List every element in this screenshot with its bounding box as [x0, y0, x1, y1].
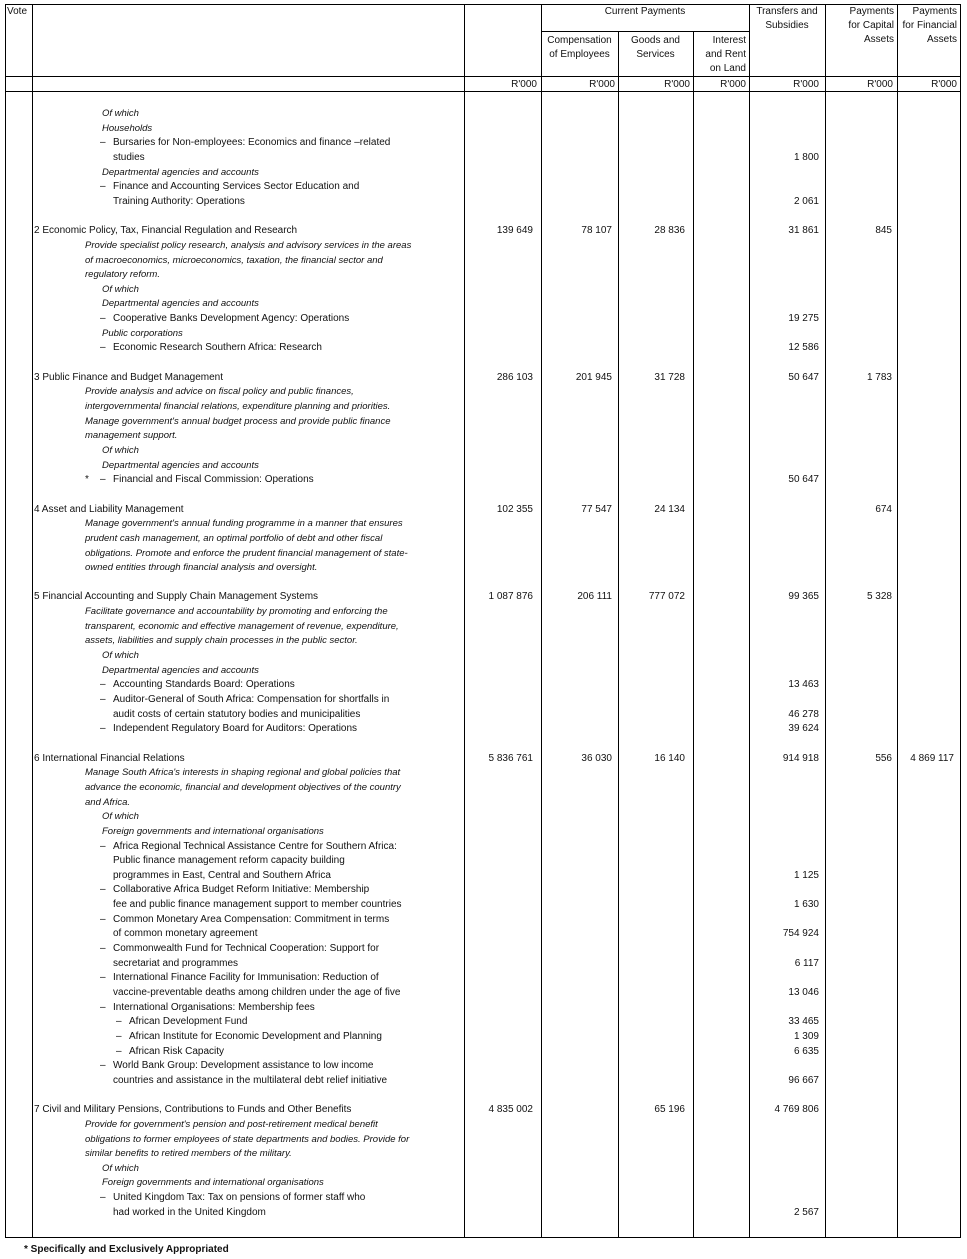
- programme-transfers-value: 99 365: [788, 591, 819, 603]
- programme-total-value: 1 087 876: [488, 591, 533, 603]
- col-line-5: [693, 31, 694, 1237]
- programme-transfers-value: 31 861: [788, 225, 819, 237]
- programme-comp-value: 206 111: [577, 591, 612, 603]
- line-item-text: International Finance Facility for Immunisation: Reduction of: [113, 972, 379, 984]
- programme-capital-value: 5 328: [866, 591, 892, 603]
- row-category-label: Departmental agencies and accounts: [102, 459, 259, 471]
- bullet-dash: –: [100, 181, 106, 193]
- row-category-label: Departmental agencies and accounts: [102, 166, 259, 178]
- programme-goods-value: 16 140: [654, 752, 685, 764]
- programme-capital-value: 674: [875, 503, 892, 515]
- line-item-transfers-value: 46 278: [788, 708, 819, 720]
- line-item-transfers-value: 1 125: [793, 869, 819, 881]
- footnote: * Specifically and Exclusively Appropriated: [24, 1244, 229, 1255]
- bullet-dash: –: [100, 313, 106, 325]
- programme-financial-value: 4 869 117: [910, 752, 954, 764]
- capital-header-3: Assets: [863, 34, 894, 45]
- programme-title: 5 Financial Accounting and Supply Chain Management Systems: [34, 591, 319, 603]
- programme-capital-value: 845: [875, 225, 892, 237]
- row-category-label: Of which: [102, 1162, 139, 1174]
- financial-header-3: Assets: [926, 34, 957, 45]
- row-category-label: Foreign governments and international organisations: [102, 825, 324, 837]
- unit-capital: R'000: [867, 79, 893, 90]
- line-item-transfers-value: 6 117: [794, 957, 819, 969]
- programme-description: obligations. Promote and enforce the prudent financial management of state-: [85, 547, 408, 559]
- bullet-dash: –: [100, 943, 106, 954]
- row-category-label: Of which: [102, 283, 139, 295]
- programme-description: Provide specialist policy research, analysis and advisory services in the areas: [85, 239, 412, 251]
- unit-comp: R'000: [589, 79, 615, 90]
- bullet-dash: –: [100, 1192, 106, 1204]
- table-border-bottom: [5, 1237, 961, 1238]
- line-item-text: Africa Regional Technical Assistance Centre for Southern Africa:: [113, 840, 397, 852]
- programme-description: prudent cash management, an optimal portfolio of debt and other fiscal: [85, 532, 383, 544]
- programme-total-value: 139 649: [496, 225, 533, 237]
- transfers-header-1: Transfers and: [756, 6, 818, 17]
- programme-comp-value: 201 945: [575, 371, 612, 383]
- line-item-transfers-value: 1 800: [793, 152, 819, 163]
- line-item-text: United Kingdom Tax: Tax on pensions of former staff who: [113, 1192, 366, 1204]
- programme-description: Provide analysis and advice on fiscal policy and public finances,: [85, 386, 354, 398]
- unit-financial: R'000: [931, 79, 957, 90]
- bullet-dash: –: [116, 1045, 122, 1057]
- programme-goods-value: 777 072: [648, 591, 685, 603]
- col-line-9: [960, 4, 961, 1237]
- comp-header-2: of Employees: [549, 49, 610, 60]
- unit-total: R'000: [511, 79, 537, 90]
- line-item-transfers-value: 96 667: [788, 1074, 819, 1086]
- line-item-text: studies: [113, 152, 145, 163]
- programme-transfers-value: 914 918: [782, 752, 819, 764]
- row-category-label: Of which: [102, 444, 139, 456]
- programme-description: regulatory reform.: [85, 269, 160, 281]
- bullet-dash: –: [100, 723, 106, 735]
- capital-header-1: Payments: [849, 6, 894, 17]
- row-category-label: Departmental agencies and accounts: [102, 664, 259, 676]
- interest-header-1: Interest: [712, 35, 746, 46]
- programme-description: advance the economic, financial and development objectives of the country: [85, 781, 401, 793]
- row-category-label: Public corporations: [102, 327, 183, 339]
- bullet-dash: –: [100, 1060, 106, 1072]
- header-rule-bottom: [5, 76, 961, 77]
- current-payments-underline: [541, 31, 749, 32]
- line-item-text: Commonwealth Fund for Technical Cooperation: Support for: [113, 943, 380, 954]
- bullet-dash: –: [116, 1030, 122, 1042]
- programme-comp-value: 78 107: [581, 225, 612, 237]
- current-payments-header: Current Payments: [604, 6, 686, 17]
- line-item-text: fee and public finance management support to member countries: [113, 899, 402, 911]
- vote-header: Vote: [7, 6, 28, 17]
- col-line-3: [541, 4, 542, 1237]
- unit-rule-bottom: [5, 91, 961, 92]
- programme-comp-value: 77 547: [581, 503, 612, 515]
- programme-description: of macroeconomics, microeconomics, taxation, the financial sector and: [85, 254, 383, 266]
- row-category-label: Foreign governments and international organisations: [102, 1177, 324, 1189]
- unit-transfers: R'000: [793, 79, 819, 90]
- bullet-dash: –: [100, 972, 106, 984]
- line-item-transfers-value: 1 630: [793, 899, 819, 911]
- bullet-dash: –: [100, 884, 106, 896]
- line-item-transfers-value: 50 647: [788, 474, 819, 486]
- bullet-dash: –: [100, 913, 106, 925]
- line-item-text: World Bank Group: Development assistance to low income: [113, 1060, 374, 1072]
- programme-goods-value: 31 728: [654, 371, 685, 383]
- programme-title: 7 Civil and Military Pensions, Contributions to Funds and Other Benefits: [34, 1104, 352, 1116]
- line-item-text: Collaborative Africa Budget Reform Initiative: Membership: [113, 884, 370, 896]
- programme-total-value: 286 103: [496, 371, 533, 383]
- line-item-text: African Institute for Economic Development and Planning: [129, 1030, 382, 1042]
- programme-total-value: 102 355: [496, 503, 533, 515]
- interest-header-2: and Rent: [705, 49, 746, 60]
- line-item-text: Economic Research Southern Africa: Research: [113, 342, 322, 354]
- programme-description: Facilitate governance and accountability by promoting and enforcing the: [85, 606, 388, 618]
- unit-interest: R'000: [720, 79, 746, 90]
- line-item-text: had worked in the United Kingdom: [113, 1206, 266, 1218]
- capital-header-2: for Capital: [848, 20, 894, 31]
- col-line-8: [897, 4, 898, 1237]
- line-item-text: audit costs of certain statutory bodies and municipalities: [113, 708, 361, 720]
- programme-description: and Africa.: [85, 796, 131, 808]
- line-item-text: vaccine-preventable deaths among children under the age of five: [113, 987, 401, 998]
- line-item-text: Finance and Accounting Services Sector Education and: [113, 181, 360, 193]
- line-item-text: Financial and Fiscal Commission: Operations: [113, 474, 314, 486]
- line-item-transfers-value: 19 275: [788, 313, 819, 325]
- line-item-text: International Organisations: Membership fees: [113, 1001, 315, 1013]
- programme-description: Provide for government's pension and post-retirement medical benefit: [85, 1118, 378, 1130]
- bullet-dash: –: [100, 1001, 106, 1013]
- line-item-transfers-value: 2 567: [793, 1206, 819, 1218]
- programme-title: 4 Asset and Liability Management: [34, 503, 184, 515]
- col-line-4: [618, 31, 619, 1237]
- line-item-transfers-value: 2 061: [793, 195, 819, 207]
- goods-header-2: Services: [636, 49, 675, 60]
- programme-total-value: 5 836 761: [488, 752, 533, 764]
- transfers-header-2: Subsidies: [765, 20, 809, 31]
- line-item-text: programmes in East, Central and Southern Africa: [113, 869, 331, 881]
- programme-description: owned entities through financial analysis and oversight.: [85, 562, 318, 574]
- programme-description: similar benefits to retired members of the military.: [85, 1148, 292, 1160]
- bullet-dash: –: [100, 694, 106, 705]
- goods-header-1: Goods and: [631, 35, 680, 46]
- line-item-transfers-value: 39 624: [788, 723, 819, 735]
- bullet-dash: –: [100, 342, 106, 354]
- line-item-transfers-value: 13 046: [788, 987, 819, 998]
- bullet-dash: –: [116, 1016, 122, 1028]
- bullet-dash: –: [100, 679, 106, 691]
- unit-goods: R'000: [664, 79, 690, 90]
- programme-description: Manage South Africa's interests in shaping regional and global policies that: [85, 767, 401, 779]
- line-item-text: Bursaries for Non-employees: Economics and finance –related: [113, 137, 391, 149]
- line-item-text: Training Authority: Operations: [113, 195, 245, 207]
- line-item-transfers-value: 13 463: [788, 679, 819, 691]
- line-item-text: African Risk Capacity: [129, 1045, 225, 1057]
- programme-description: Manage government's annual budget process and provide public finance: [85, 415, 391, 427]
- programme-title: 2 Economic Policy, Tax, Financial Regulation and Research: [34, 225, 298, 237]
- programme-capital-value: 1 783: [866, 371, 892, 383]
- row-category-label: Of which: [102, 108, 139, 119]
- bullet-dash: –: [100, 840, 106, 852]
- line-item-text: Auditor-General of South Africa: Compensation for shortfalls in: [113, 694, 390, 705]
- programme-comp-value: 36 030: [581, 752, 612, 764]
- programme-description: assets, liabilities and supply chain processes in the public sector.: [85, 635, 358, 647]
- line-item-transfers-value: 754 924: [782, 928, 819, 940]
- line-item-text: secretariat and programmes: [113, 957, 239, 969]
- line-item-text: of common monetary agreement: [113, 928, 258, 940]
- line-item-text: African Development Fund: [129, 1016, 248, 1028]
- programme-description: intergovernmental financial relations, expenditure planning and priorities.: [85, 401, 391, 412]
- programme-capital-value: 556: [875, 752, 892, 764]
- line-item-transfers-value: 6 635: [793, 1045, 819, 1057]
- line-item-transfers-value: 12 586: [788, 342, 819, 354]
- programme-transfers-value: 50 647: [788, 371, 819, 383]
- programme-description: transparent, economic and effective management of revenue, expenditure,: [85, 620, 399, 632]
- financial-header-2: for Financial: [902, 20, 957, 31]
- line-item-text: countries and assistance in the multilateral debt relief initiative: [113, 1074, 388, 1086]
- financial-header-1: Payments: [912, 6, 957, 17]
- line-item-text: Common Monetary Area Compensation: Commitment in terms: [113, 913, 390, 925]
- programme-total-value: 4 835 002: [488, 1104, 533, 1116]
- bullet-dash: –: [100, 137, 106, 149]
- row-category-label: Of which: [102, 650, 139, 661]
- programme-title: 6 International Financial Relations: [34, 752, 185, 764]
- row-category-label: Departmental agencies and accounts: [102, 298, 259, 310]
- bullet-dash: –: [100, 474, 106, 486]
- col-line-2: [464, 4, 465, 1237]
- programme-transfers-value: 4 769 806: [774, 1104, 819, 1116]
- programme-goods-value: 28 836: [654, 225, 685, 237]
- programme-description: management support.: [85, 430, 178, 442]
- line-item-text: Independent Regulatory Board for Auditors: Operations: [113, 723, 358, 735]
- programme-goods-value: 65 196: [654, 1104, 685, 1116]
- col-line-1: [32, 4, 33, 1237]
- interest-header-3: on Land: [709, 63, 746, 74]
- row-category-label: Households: [102, 122, 153, 134]
- line-item-text: Cooperative Banks Development Agency: Operations: [113, 313, 350, 325]
- appropriated-marker: *: [85, 474, 89, 486]
- col-line-7: [825, 4, 826, 1237]
- line-item-text: Public finance management reform capacity building: [113, 855, 345, 867]
- programme-title: 3 Public Finance and Budget Management: [34, 371, 224, 383]
- line-item-transfers-value: 33 465: [788, 1016, 819, 1028]
- line-item-transfers-value: 1 309: [793, 1030, 819, 1042]
- comp-header-1: Compensation: [547, 35, 612, 46]
- programme-description: obligations to former employees of state departments and bodies. Provide for: [85, 1133, 410, 1145]
- col-line-0: [5, 4, 6, 1237]
- programme-goods-value: 24 134: [654, 503, 685, 515]
- line-item-text: Accounting Standards Board: Operations: [113, 679, 295, 691]
- row-category-label: Of which: [102, 811, 139, 823]
- programme-description: Manage government's annual funding programme in a manner that ensures: [85, 518, 403, 530]
